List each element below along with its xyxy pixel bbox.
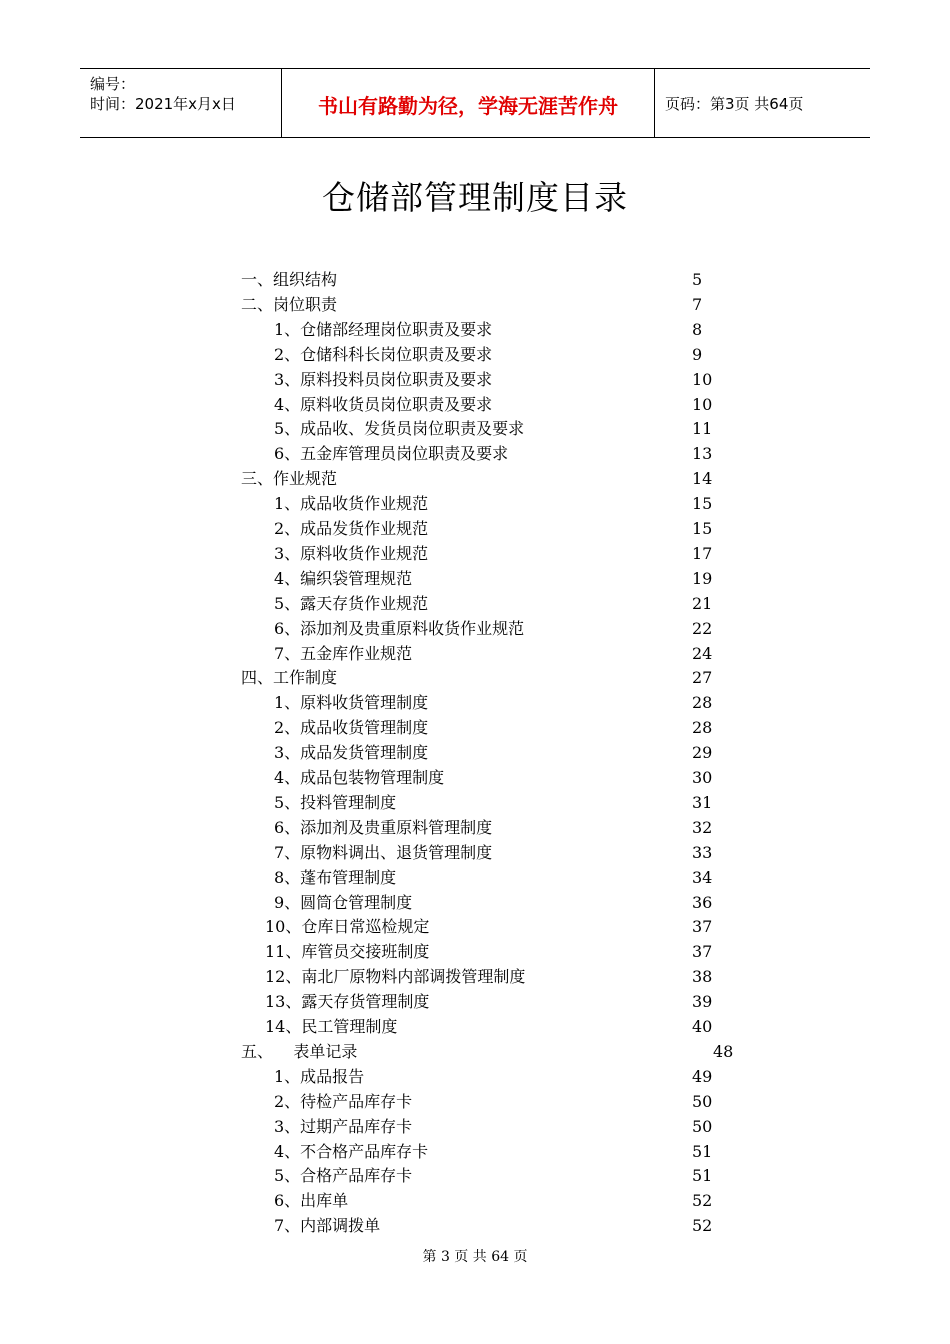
toc-entry-label: 1、成品报告 bbox=[274, 1066, 365, 1086]
toc-entry-page: 27 bbox=[692, 668, 713, 688]
toc-entry bbox=[274, 816, 794, 840]
toc-entry-label: 2、成品收货管理制度 bbox=[274, 718, 429, 738]
toc-entry bbox=[274, 517, 794, 541]
toc-entry-page: 30 bbox=[692, 768, 713, 787]
toc-entry bbox=[274, 1164, 794, 1188]
toc-entry-page: 14 bbox=[692, 469, 713, 489]
toc-entry bbox=[274, 841, 794, 865]
toc-entry-page: 40 bbox=[692, 1017, 713, 1036]
toc-entry-page: 51 bbox=[692, 1141, 713, 1161]
toc-entry-label: 一、组织结构 bbox=[241, 270, 338, 289]
toc-entry-page: 21 bbox=[692, 593, 713, 613]
toc-entry-label: 1、原料收货管理制度 bbox=[274, 693, 429, 713]
toc-entry-page: 19 bbox=[692, 568, 713, 588]
toc-entry bbox=[274, 791, 794, 815]
toc-entry-label: 4、编织袋管理规范 bbox=[274, 568, 413, 588]
toc-entry-label: 五、 表单记录 bbox=[241, 1041, 358, 1061]
toc-entry-label: 3、原料收货作业规范 bbox=[274, 543, 429, 563]
toc-entry-label: 1、成品收货作业规范 bbox=[274, 494, 429, 514]
toc-entry bbox=[274, 592, 794, 616]
toc-entry-label: 6、添加剂及贵重原料管理制度 bbox=[274, 817, 493, 837]
toc-entry-page: 28 bbox=[692, 718, 713, 738]
toc-entry bbox=[241, 293, 761, 317]
toc-entry bbox=[241, 467, 761, 491]
toc-entry-page: 22 bbox=[692, 618, 713, 638]
toc-entry bbox=[274, 1189, 794, 1213]
toc-entry-page: 50 bbox=[692, 1091, 713, 1111]
toc-entry-label: 11、库管员交接班制度 bbox=[265, 942, 430, 962]
toc-entry bbox=[274, 567, 794, 591]
toc-entry-page: 36 bbox=[692, 892, 713, 912]
toc-entry-page: 10 bbox=[692, 369, 713, 389]
document-number-label: 编号： bbox=[90, 75, 136, 93]
toc-entry-label: 10、仓库日常巡检规定 bbox=[265, 917, 430, 937]
toc-entry-page: 37 bbox=[692, 917, 713, 937]
toc-entry-page: 15 bbox=[692, 494, 713, 514]
toc-entry-page: 17 bbox=[692, 543, 713, 563]
toc-entry-page: 9 bbox=[692, 344, 703, 364]
toc-entry bbox=[274, 542, 794, 566]
toc-entry bbox=[265, 940, 785, 964]
toc-entry bbox=[274, 1115, 794, 1139]
toc-entry-page: 37 bbox=[692, 942, 713, 962]
toc-entry bbox=[274, 766, 794, 790]
toc-entry-page: 15 bbox=[692, 519, 713, 538]
toc-entry bbox=[274, 393, 794, 417]
document-date: 时间：2021年x月x日 bbox=[90, 95, 236, 113]
toc-entry-label: 9、圆筒仓管理制度 bbox=[274, 892, 413, 912]
toc-entry-page: 24 bbox=[692, 643, 713, 663]
toc-entry-label: 7、内部调拨单 bbox=[274, 1216, 381, 1236]
toc-entry bbox=[274, 716, 794, 740]
toc-entry-label: 5、投料管理制度 bbox=[274, 792, 397, 812]
toc-entry-label: 7、五金库作业规范 bbox=[274, 643, 413, 663]
header-motto-cell bbox=[282, 69, 655, 137]
toc-entry-page: 31 bbox=[692, 792, 713, 812]
toc-entry-page: 5 bbox=[692, 270, 703, 289]
toc-entry-page: 33 bbox=[692, 842, 713, 862]
page-header bbox=[80, 68, 870, 138]
toc-entry-page: 34 bbox=[692, 867, 713, 887]
toc-entry-label: 4、原料收货员岗位职责及要求 bbox=[274, 394, 493, 414]
toc-entry bbox=[274, 891, 794, 915]
toc-entry bbox=[274, 442, 794, 466]
toc-entry bbox=[265, 915, 785, 939]
toc-entry bbox=[274, 1090, 794, 1114]
toc-entry-page: 29 bbox=[692, 743, 713, 763]
toc-entry-label: 8、蓬布管理制度 bbox=[274, 867, 397, 887]
toc-entry-page: 52 bbox=[692, 1216, 713, 1236]
header-page-cell bbox=[655, 69, 870, 137]
toc-entry-label: 12、南北厂原物料内部调拨管理制度 bbox=[265, 967, 526, 987]
toc-entry-label: 5、合格产品库存卡 bbox=[274, 1166, 413, 1186]
toc-entry-page: 11 bbox=[692, 419, 713, 439]
toc-entry-page: 39 bbox=[692, 992, 713, 1012]
toc-entry bbox=[274, 492, 794, 516]
toc-entry-label: 7、原物料调出、退货管理制度 bbox=[274, 842, 493, 862]
toc-entry bbox=[274, 741, 794, 765]
toc-entry-label: 2、成品发货作业规范 bbox=[274, 519, 429, 538]
toc-entry-label: 13、露天存货管理制度 bbox=[265, 992, 430, 1012]
toc-entry bbox=[265, 1015, 785, 1039]
toc-entry bbox=[241, 666, 761, 690]
toc-entry-label: 14、民工管理制度 bbox=[265, 1017, 398, 1036]
toc-entry-page: 51 bbox=[692, 1166, 713, 1186]
toc-entry-label: 6、添加剂及贵重原料收货作业规范 bbox=[274, 618, 525, 638]
toc-entry bbox=[265, 965, 785, 989]
header-info-cell bbox=[80, 69, 282, 137]
toc-entry-page: 38 bbox=[692, 967, 713, 987]
toc-entry bbox=[274, 343, 794, 367]
toc-entry bbox=[274, 866, 794, 890]
toc-entry bbox=[274, 417, 794, 441]
toc-entry-label: 3、过期产品库存卡 bbox=[274, 1116, 413, 1136]
toc-entry bbox=[274, 1140, 794, 1164]
toc-entry bbox=[241, 1040, 761, 1064]
toc-entry-page: 48 bbox=[713, 1041, 734, 1061]
toc-entry-label: 6、出库单 bbox=[274, 1191, 349, 1211]
toc-entry-label: 1、仓储部经理岗位职责及要求 bbox=[274, 319, 493, 339]
toc-entry bbox=[274, 368, 794, 392]
toc-entry bbox=[274, 1214, 794, 1238]
toc-entry-page: 52 bbox=[692, 1191, 713, 1211]
toc-entry bbox=[274, 642, 794, 666]
toc-entry-page: 50 bbox=[692, 1116, 713, 1136]
toc-entry-label: 4、不合格产品库存卡 bbox=[274, 1141, 429, 1161]
toc-entry-label: 3、成品发货管理制度 bbox=[274, 743, 429, 763]
toc-entry bbox=[274, 1065, 794, 1089]
header-page-info: 页码：第3页 共64页 bbox=[665, 95, 804, 113]
toc-entry-label: 6、五金库管理员岗位职责及要求 bbox=[274, 444, 509, 464]
toc-entry-label: 四、工作制度 bbox=[241, 668, 338, 688]
toc-entry-label: 4、成品包装物管理制度 bbox=[274, 768, 445, 787]
toc-entry-label: 2、待检产品库存卡 bbox=[274, 1091, 413, 1111]
page-title: 仓储部管理制度目录 bbox=[322, 178, 628, 217]
toc-entry bbox=[274, 617, 794, 641]
toc-entry-page: 13 bbox=[692, 444, 713, 464]
page-footer: 第 3 页 共 64 页 bbox=[422, 1249, 528, 1265]
header-motto: 书山有路勤为径，学海无涯苦作舟 bbox=[318, 94, 618, 118]
toc-entry bbox=[274, 691, 794, 715]
toc-entry-label: 二、岗位职责 bbox=[241, 294, 338, 314]
toc-entry-page: 8 bbox=[692, 319, 703, 339]
toc-entry-label: 5、成品收、发货员岗位职责及要求 bbox=[274, 419, 525, 439]
toc-entry-label: 5、露天存货作业规范 bbox=[274, 593, 429, 613]
toc-entry-label: 3、原料投料员岗位职责及要求 bbox=[274, 369, 493, 389]
toc-entry-page: 7 bbox=[692, 294, 703, 314]
toc-entry-page: 28 bbox=[692, 693, 713, 713]
toc-entry-page: 10 bbox=[692, 394, 713, 414]
toc-entry-label: 三、作业规范 bbox=[241, 469, 338, 489]
toc-entry bbox=[265, 990, 785, 1014]
toc-entry bbox=[274, 318, 794, 342]
toc-entry-page: 49 bbox=[692, 1066, 713, 1086]
toc-entry bbox=[241, 268, 761, 292]
toc-entry-label: 2、仓储科科长岗位职责及要求 bbox=[274, 344, 493, 364]
toc-entry-page: 32 bbox=[692, 817, 713, 837]
